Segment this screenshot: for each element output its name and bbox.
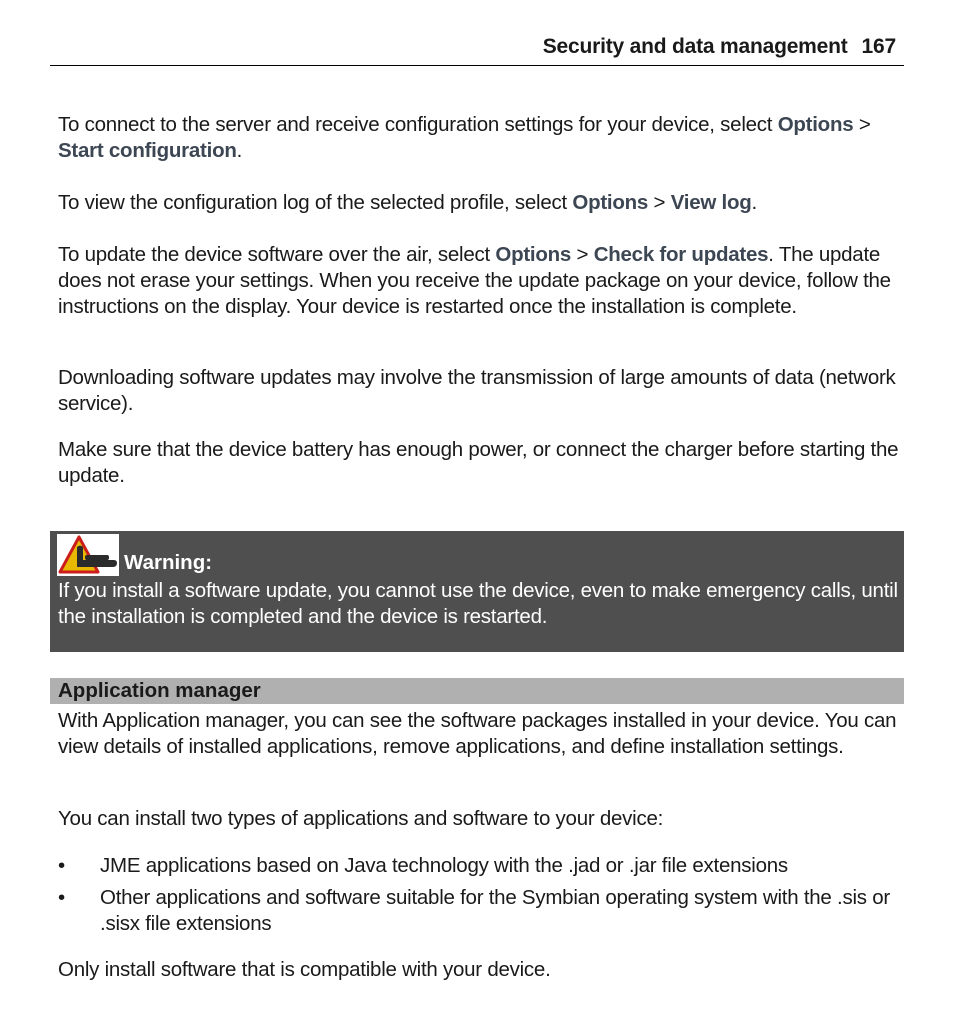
paragraph-start-configuration xyxy=(58,112,903,164)
options-menu-term: Options xyxy=(777,113,854,136)
menu-separator: > xyxy=(853,113,871,136)
paragraph-check-for-updates xyxy=(58,242,903,320)
p2-end: . xyxy=(751,191,757,214)
warning-hand-icon xyxy=(57,534,119,576)
p3-rest: . The update does not erase your settings. When you receive the update package on your device, follow the instructions on the display. Your device is restarted once the installation is complete. xyxy=(58,243,891,318)
bullet-marker: • xyxy=(58,854,65,877)
paragraph-battery: Make sure that the device battery has enough power, or connect the charger before starting the update. xyxy=(58,438,899,487)
p1-text: To connect to the server and receive configuration settings for your device, select xyxy=(58,113,778,136)
view-log-term: View log xyxy=(670,191,752,214)
paragraph-install-types: You can install two types of applications and software to your device: xyxy=(58,807,664,830)
menu-separator: > xyxy=(571,243,594,266)
options-menu-term: Options xyxy=(572,191,649,214)
list-item-text: Other applications and software suitable for the Symbian operating system with the .sis or .sisx file extensions xyxy=(100,886,890,935)
paragraph-app-manager-intro: With Application manager, you can see the software packages installed in your device. You can view details of installed applications, remove applications, and define installation settings. xyxy=(58,709,897,758)
warning-body: If you install a software update, you cannot use the device, even to make emergency calls, until the installation is completed and the device is restarted. xyxy=(58,579,898,628)
paragraph-download-cost: Downloading software updates may involve the transmission of large amounts of data (network service). xyxy=(58,366,896,415)
warning-box xyxy=(50,531,904,652)
page-number: 167 xyxy=(861,35,896,58)
options-menu-term: Options xyxy=(495,243,572,266)
menu-separator: > xyxy=(648,191,671,214)
p3-text: To update the device software over the air, select xyxy=(58,243,496,266)
page-header xyxy=(543,35,896,59)
start-configuration-term: Start configuration xyxy=(58,139,237,162)
paragraph-view-log xyxy=(58,190,903,216)
list-item-text: JME applications based on Java technology with the .jad or .jar file extensions xyxy=(100,854,788,877)
header-divider xyxy=(50,65,904,66)
header-title: Security and data management xyxy=(542,35,848,58)
paragraph-compatibility: Only install software that is compatible with your device. xyxy=(58,958,551,981)
section-heading-bar xyxy=(50,678,904,704)
p1-end: . xyxy=(236,139,243,162)
warning-title: Warning: xyxy=(124,551,213,574)
p2-text: To view the configuration log of the selected profile, select xyxy=(58,191,573,214)
section-heading: Application manager xyxy=(58,679,261,702)
check-for-updates-term: Check for updates xyxy=(593,243,769,266)
bullet-marker: • xyxy=(58,886,65,909)
